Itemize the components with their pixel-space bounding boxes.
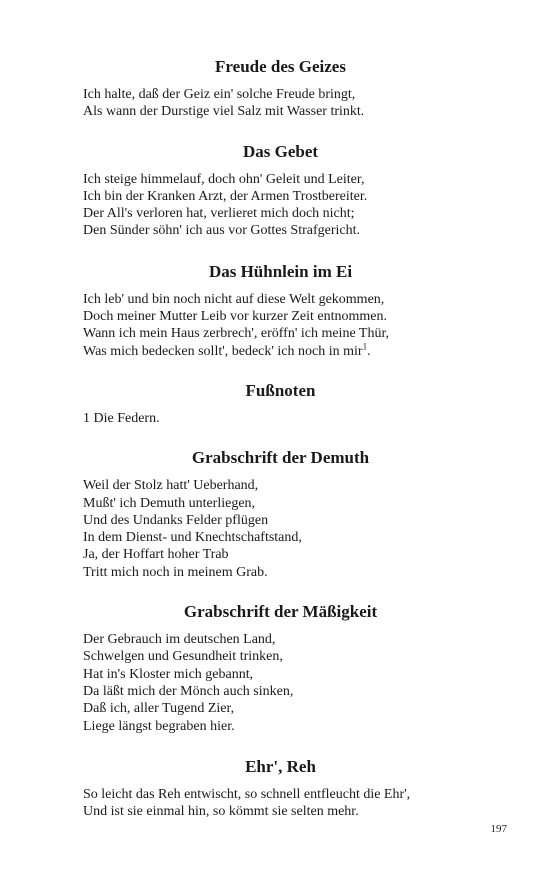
poem-line: Als wann der Durstige viel Salz mit Wasser trinkt.	[83, 104, 365, 120]
poem-line: Ich leb' und bin noch nicht auf diese Welt gekommen,	[83, 291, 385, 307]
poem-title: Ehr', Reh	[245, 756, 316, 776]
poem-lines	[83, 86, 478, 121]
poem-line: Den Sünder söhn' ich aus vor Gottes Strafgericht.	[83, 223, 361, 239]
poem-line: Liege längst begraben hier.	[83, 718, 235, 734]
poem-lines	[83, 171, 478, 240]
poem-line: Und ist sie einmal hin, so kömmt sie selten mehr.	[83, 804, 359, 820]
poem-freude-des-geizes	[83, 56, 478, 121]
poem-lines	[83, 477, 478, 581]
poem-lines	[83, 291, 478, 360]
poem-line: So leicht das Reh entwischt, so schnell entfleucht die Ehr',	[83, 786, 411, 802]
footnote-marker[interactable]: 1	[362, 341, 368, 352]
poem-title: Grabschrift der Mäßigkeit	[183, 602, 378, 622]
poem-title: Das Gebet	[242, 141, 319, 161]
poem-line: Ich halte, daß der Geiz ein' solche Freude bringt,	[83, 87, 356, 102]
poem-title: Grabschrift der Demuth	[191, 448, 370, 468]
poem-line: Mußt' ich Demuth unterliegen,	[83, 495, 256, 511]
poem-lines	[83, 786, 478, 821]
poem-das-huehnlein-im-ei	[83, 261, 478, 360]
poem-line: Da läßt mich der Mönch auch sinken,	[83, 683, 294, 699]
poem-line: Ich bin der Kranken Arzt, der Armen Trostbereiter.	[83, 188, 368, 204]
poem-line: Und des Undanks Felder pflügen	[83, 512, 269, 528]
poem-line: Ich steige himmelauf, doch ohn' Geleit und Leiter,	[83, 171, 365, 187]
poem-line: Tritt mich noch in meinem Grab.	[83, 564, 268, 580]
poem-line-text: Was mich bedecken sollt', bedeck' ich noch in mir	[83, 343, 363, 359]
poem-line: Weil der Stolz hatt' Ueberhand,	[83, 478, 259, 494]
poem-das-gebet	[83, 141, 478, 240]
poem-line-with-footnote	[83, 343, 478, 360]
page-body	[83, 56, 478, 820]
poem-line-suffix: .	[367, 343, 371, 359]
poem-grabschrift-der-demuth	[83, 447, 478, 581]
poem-line: Daß ich, aller Tugend Zier,	[83, 701, 235, 717]
footnotes-section	[83, 380, 478, 427]
poem-title: Freude des Geizes	[215, 57, 346, 76]
poem-ehr-reh	[83, 756, 478, 821]
footnotes-list	[83, 410, 478, 427]
poem-line: Schwelgen und Gesundheit trinken,	[83, 649, 283, 665]
poem-line: Wann ich mein Haus zerbrech', eröffn' ich meine Thür,	[83, 326, 390, 342]
poem-title: Das Hühnlein im Ei	[208, 261, 353, 281]
poem-line: Doch meiner Mutter Leib vor kurzer Zeit entnommen.	[83, 309, 388, 325]
poem-line: In dem Dienst- und Knechtschaftstand,	[83, 530, 302, 546]
page-number: 197	[490, 823, 507, 835]
poem-lines	[83, 631, 478, 735]
poem-grabschrift-der-maessigkeit	[83, 601, 478, 735]
poem-line: Der Gebrauch im deutschen Land,	[83, 632, 276, 648]
poem-line: Ja, der Hoffart hoher Trab	[83, 547, 229, 563]
poem-line: Der All's verloren hat, verlieret mich doch nicht;	[83, 206, 355, 222]
footnotes-title: Fußnoten	[245, 380, 316, 400]
poem-line: Hat in's Kloster mich gebannt,	[83, 666, 254, 682]
footnote-item: 1 Die Federn.	[83, 410, 160, 426]
